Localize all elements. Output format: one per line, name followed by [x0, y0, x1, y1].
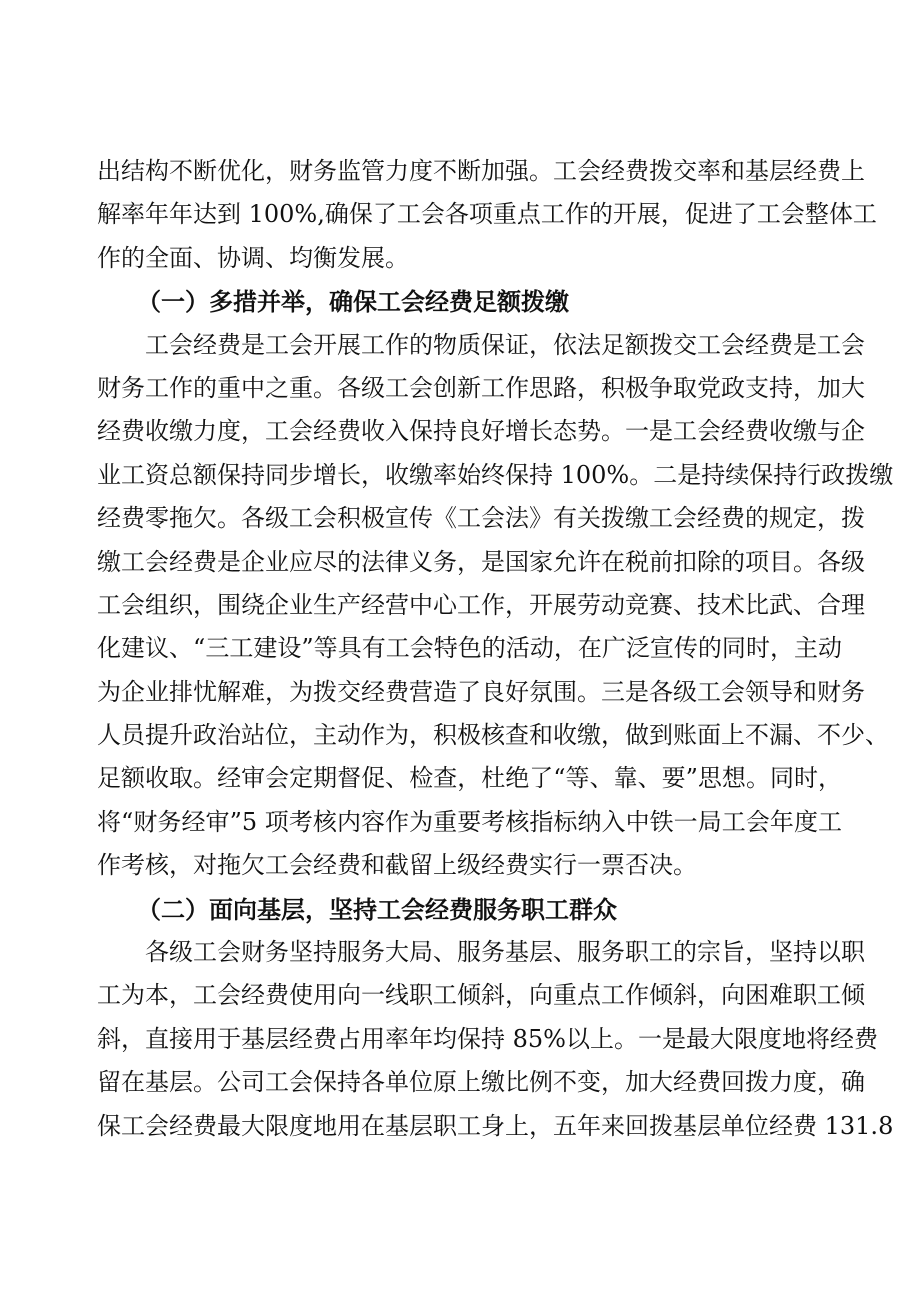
text-line: 作的全面、协调、均衡发展。: [97, 243, 409, 272]
text-line: 足额收取。经审会定期督促、检查，杜绝了“等、靠、要”思想。同时，: [97, 764, 842, 793]
text-line: 留在基层。公司工会保持各单位原上缴比例不变，加大经费回拨力度，确: [97, 1068, 865, 1097]
text-line: 作考核，对拖欠工会经费和截留上级经费实行一票否决。: [97, 851, 697, 880]
section-1-paragraph: [97, 324, 894, 888]
section-heading-2: （二）面向基层，坚持工会经费服务职工群众: [137, 894, 617, 924]
text-line: 工为本，工会经费使用向一线职工倾斜，向重点工作倾斜，向困难职工倾: [97, 981, 865, 1010]
text-line: 工会经费是工会开展工作的物质保证，依法足额拨交工会经费是工会: [97, 330, 865, 359]
text-line: 斜，直接用于基层经费占用率年均保持 85%以上。一是最大限度地将经费: [97, 1024, 878, 1053]
section-2-paragraph: [97, 931, 894, 1148]
text-line: 经费零拖欠。各级工会积极宣传《工会法》有关拨缴工会经费的规定，拨: [97, 504, 865, 533]
text-line: 将“财务经审”5 项考核内容作为重要考核指标纳入中铁一局工会年度工: [97, 807, 842, 836]
text-line: 出结构不断优化，财务监管力度不断加强。工会经费拨交率和基层经费上: [97, 157, 865, 185]
section-heading-1: （一）多措并举，确保工会经费足额拨缴: [137, 287, 569, 317]
text-line: 人员提升政治站位，主动作为，积极核查和收缴，做到账面上不漏、不少、: [97, 721, 889, 750]
intro-paragraph: [97, 150, 877, 280]
text-line: 解率年年达到 100%,确保了工会各项重点工作的开展，促进了工会整体工: [97, 200, 877, 229]
text-line: 化建议、“三工建设”等具有工会特色的活动，在广泛宣传的同时，主动: [97, 634, 842, 663]
text-line: 为企业排忧解难，为拨交经费营造了良好氛围。三是各级工会领导和财务: [97, 677, 865, 706]
text-line: 业工资总额保持同步增长，收缴率始终保持 100%。二是持续保持行政拨缴: [97, 460, 894, 489]
text-line: 缴工会经费是企业应尽的法律义务，是国家允许在税前扣除的项目。各级: [97, 547, 865, 576]
text-line: 各级工会财务坚持服务大局、服务基层、服务职工的宗旨，坚持以职: [97, 938, 865, 967]
text-line: 财务工作的重中之重。各级工会创新工作思路，积极争取党政支持，加大: [97, 373, 865, 402]
document-page: [97, 150, 894, 1148]
text-line: 经费收缴力度，工会经费收入保持良好增长态势。一是工会经费收缴与企: [97, 417, 865, 446]
text-line: 保工会经费最大限度地用在基层职工身上，五年来回拨基层单位经费 131.8: [97, 1111, 894, 1140]
text-line: 工会组织，围绕企业生产经营中心工作，开展劳动竞赛、技术比武、合理: [97, 590, 865, 619]
